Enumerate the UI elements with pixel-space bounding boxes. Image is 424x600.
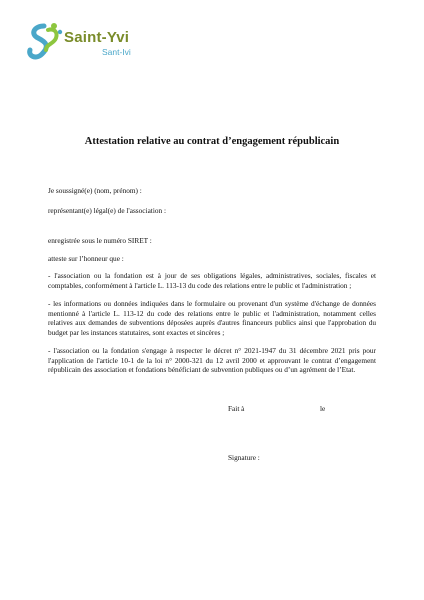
logo-subname: Sant-Ivi [102, 47, 131, 57]
atteste-line: atteste sur l’honneur que : [48, 253, 124, 263]
date-label: le [320, 404, 326, 413]
attestation-item: - l'association ou la fondation est à jour de ses obligations légales, administratives, sociales, fiscales et comptables, conformément à l'article L. 113-13 du code des relations entre le public et l'administration ; [48, 271, 376, 290]
siret-line: enregistrée sous le numéro SIRET : [48, 236, 152, 245]
attestation-item: - les informations ou données indiquées dans le formulaire ou provenant d'un système d'échange de données mentionné à l'article L. 113-12 du code des relations entre le public et l'administration, notamment celles relatives aux demandes de subventions déposées auprès d'autres financeurs publics ainsi que l'approbation du budget par les instances statutaires, sont exactes et sincères ; [48, 299, 376, 337]
signature-label: Signature : [228, 453, 260, 462]
document-body [48, 186, 376, 375]
document-title: Attestation relative au contrat d’engagement républicain [84, 136, 340, 147]
fait-a-label: Fait à [228, 404, 245, 413]
soussigne-line: Je soussigné(e) (nom, prénom) : [48, 186, 142, 195]
saint-yvi-logo [24, 20, 154, 64]
attestation-item: - l'association ou la fondation s'engage à respecter le décret n° 2021-1947 du 31 décembre 2021 pris pour l'application de l'article 10-1 de la loi n° 2000-321 du 12 avril 2000 et approuvant le contrat d’engagement républicain des association et fondations bénéficiant de subvention publiques ou d’un agrément de l’Etat. [48, 346, 376, 374]
representant-line: représentant(e) légal(e) de l'association : [48, 205, 167, 215]
logo-name: Saint-Yvi [64, 29, 130, 46]
swirl-logo-icon [24, 20, 68, 64]
